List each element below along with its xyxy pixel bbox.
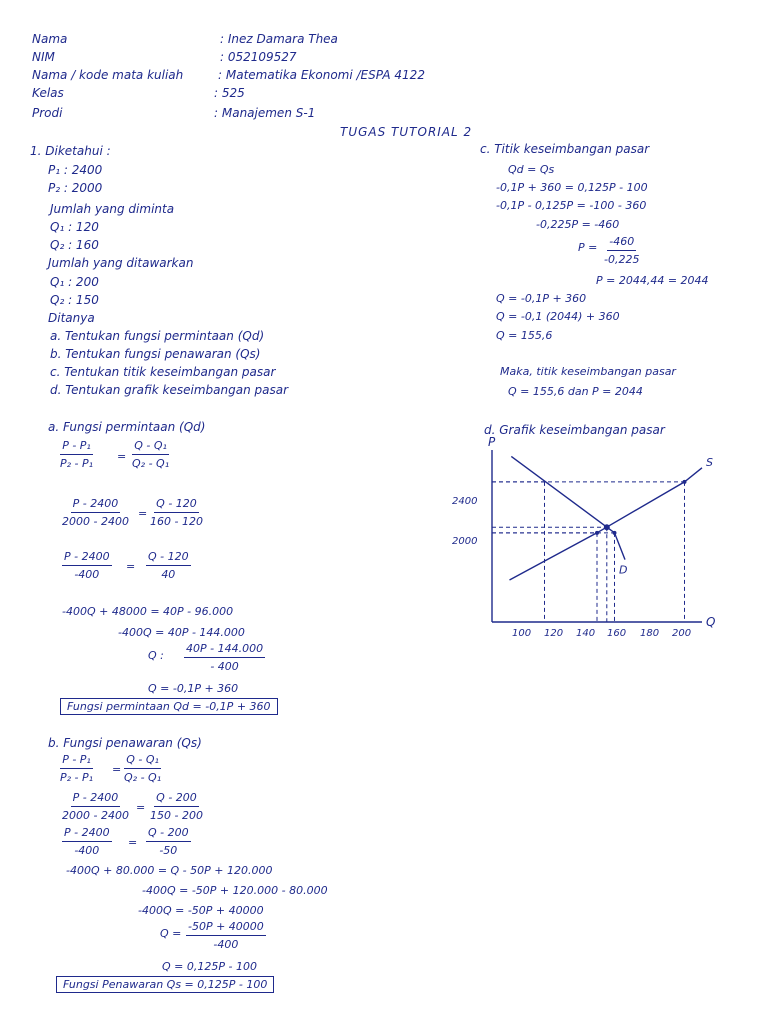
part-a-equals-3: = bbox=[126, 560, 136, 573]
y-tick-label: 2400 bbox=[452, 496, 478, 507]
part-c-step-5-fraction: $\frac{-460}{-0,225}$ bbox=[604, 235, 640, 266]
demand-curve-label: D bbox=[619, 563, 628, 577]
part-d-heading: d. Grafik keseimbangan pasar bbox=[484, 423, 665, 437]
part-c-conclusion-1: Maka, titik keseimbangan pasar bbox=[500, 365, 676, 378]
x-tick-label: 180 bbox=[640, 628, 660, 639]
prodi-label: Prodi bbox=[32, 106, 63, 120]
task-a: a. Tentukan fungsi permintaan (Qd) bbox=[50, 329, 265, 343]
part-c-step-9: Q = 155,6 bbox=[496, 329, 553, 342]
part-b-fraction-1-right: $\frac{\text{Q - Q₁}}{\text{Q₂ - Q₁}}$ bbox=[124, 753, 162, 784]
demand-curve bbox=[511, 456, 625, 559]
part-b-step-4-lhs: Q = bbox=[160, 927, 182, 940]
data-point bbox=[613, 531, 617, 535]
part-b-step-2: -400Q = -50P + 120.000 - 80.000 bbox=[142, 884, 328, 897]
part-c-step-8: Q = -0,1 (2044) + 360 bbox=[496, 310, 620, 323]
x-tick-label: 200 bbox=[672, 628, 692, 639]
given-qs1: Q₁ : 200 bbox=[50, 275, 99, 289]
page-title: TUGAS TUTORIAL 2 bbox=[340, 125, 473, 139]
part-a-fraction-1-right: $\frac{\text{Q - Q₁}}{\text{Q₂ - Q₁}}$ bbox=[132, 439, 170, 470]
part-a-step-2: -400Q = 40P - 144.000 bbox=[118, 626, 245, 639]
part-a-step-3-lhs: Q : bbox=[148, 649, 164, 662]
equilibrium-graph bbox=[452, 430, 740, 650]
part-b-equals-3: = bbox=[128, 836, 138, 849]
part-b-fraction-1-left: $\frac{\text{P - P₁}}{\text{P₂ - P₁}}$ bbox=[60, 753, 94, 784]
y-tick-label: 2000 bbox=[452, 536, 478, 547]
part-a-equals-1: = bbox=[117, 450, 127, 463]
data-point bbox=[683, 480, 687, 484]
kelas-label: Kelas bbox=[32, 86, 64, 100]
part-c-step-1: Qd = Qs bbox=[508, 163, 555, 176]
part-c-step-2: -0,1P + 360 = 0,125P - 100 bbox=[496, 181, 648, 194]
nim-value: : 052109527 bbox=[220, 50, 297, 64]
supply-function-result: Fungsi Penawaran Qs = 0,125P - 100 bbox=[56, 976, 274, 993]
part-a-fraction-2-right: $\frac{Q - 120}{160 - 120}$ bbox=[150, 497, 203, 528]
given-qs2: Q₂ : 150 bbox=[50, 293, 99, 307]
part-b-fraction-3-right: $\frac{Q - 200}{-50}$ bbox=[148, 826, 189, 857]
given-p2: P₂ : 2000 bbox=[48, 181, 103, 195]
supply-heading: Jumlah yang ditawarkan bbox=[48, 256, 194, 270]
prodi-value: : Manajemen S-1 bbox=[214, 106, 316, 120]
part-a-fraction-2-left: $\frac{P - 2400}{2000 - 2400}$ bbox=[62, 497, 129, 528]
task-c: c. Tentukan titik keseimbangan pasar bbox=[50, 365, 276, 379]
asked-heading: Ditanya bbox=[48, 311, 95, 325]
part-a-fraction-1-left: $\frac{\text{P - P₁}}{\text{P₂ - P₁}}$ bbox=[60, 439, 94, 470]
part-a-fraction-3-left: $\frac{P - 2400}{-400}$ bbox=[64, 550, 110, 581]
part-b-fraction-2-left: $\frac{P - 2400}{2000 - 2400}$ bbox=[62, 791, 129, 822]
part-a-heading: a. Fungsi permintaan (Qd) bbox=[48, 420, 206, 434]
x-tick-label: 160 bbox=[607, 628, 627, 639]
task-b: b. Tentukan fungsi penawaran (Qs) bbox=[50, 347, 261, 361]
mata-kuliah-label: Nama / kode mata kuliah bbox=[32, 68, 184, 82]
demand-function-result: Fungsi permintaan Qd = -0,1P + 360 bbox=[60, 698, 278, 715]
part-c-heading: c. Titik keseimbangan pasar bbox=[480, 142, 650, 156]
nama-value: : Inez Damara Thea bbox=[220, 32, 338, 46]
q-axis-label: Q bbox=[706, 615, 716, 629]
mata-kuliah-value: : Matematika Ekonomi /ESPA 4122 bbox=[218, 68, 425, 82]
part-c-step-7: Q = -0,1P + 360 bbox=[496, 292, 587, 305]
p-axis-label: P bbox=[488, 435, 496, 449]
part-a-fraction-3-right: $\frac{Q - 120}{40}$ bbox=[148, 550, 189, 581]
part-b-step-5: Q = 0,125P - 100 bbox=[162, 960, 257, 973]
x-tick-label: 120 bbox=[544, 628, 564, 639]
part-c-step-6: P = 2044,44 = 2044 bbox=[596, 274, 709, 287]
part-c-step-4: -0,225P = -460 bbox=[536, 218, 620, 231]
part-b-step-1: -400Q + 80.000 = Q - 50P + 120.000 bbox=[66, 864, 273, 877]
part-a-step-1: -400Q + 48000 = 40P - 96.000 bbox=[62, 605, 234, 618]
given-heading: 1. Diketahui : bbox=[30, 144, 111, 158]
part-b-step-3: -400Q = -50P + 40000 bbox=[138, 904, 264, 917]
task-d: d. Tentukan grafik keseimbangan pasar bbox=[50, 383, 289, 397]
x-tick-label: 100 bbox=[512, 628, 532, 639]
part-c-step-3: -0,1P - 0,125P = -100 - 360 bbox=[496, 199, 647, 212]
given-p1: P₁ : 2400 bbox=[48, 163, 103, 177]
part-c-step-5-lhs: P = bbox=[578, 241, 598, 254]
supply-curve bbox=[510, 468, 703, 580]
equilibrium-point bbox=[604, 524, 610, 530]
part-a-equals-2: = bbox=[138, 507, 148, 520]
x-tick-label: 140 bbox=[576, 628, 596, 639]
part-b-equals-2: = bbox=[136, 801, 146, 814]
data-point bbox=[595, 531, 599, 535]
demand-heading: Jumlah yang diminta bbox=[50, 202, 175, 216]
nim-label: NIM bbox=[32, 50, 55, 64]
part-b-step-4-fraction: $\frac{-50P + 40000}{-400}$ bbox=[188, 920, 264, 951]
part-b-fraction-3-left: $\frac{P - 2400}{-400}$ bbox=[64, 826, 110, 857]
part-b-equals-1: = bbox=[112, 763, 122, 776]
given-qd2: Q₂ : 160 bbox=[50, 238, 99, 252]
part-a-step-3-fraction: $\frac{40P - 144.000}{- 400}$ bbox=[186, 642, 264, 673]
nama-label: Nama bbox=[32, 32, 68, 46]
given-qd1: Q₁ : 120 bbox=[50, 220, 99, 234]
supply-curve-label: S bbox=[706, 455, 713, 469]
kelas-value: : 525 bbox=[214, 86, 245, 100]
part-c-conclusion-2: Q = 155,6 dan P = 2044 bbox=[508, 385, 643, 398]
part-b-heading: b. Fungsi penawaran (Qs) bbox=[48, 736, 202, 750]
part-b-fraction-2-right: $\frac{Q - 200}{150 - 200}$ bbox=[150, 791, 203, 822]
part-a-step-4: Q = -0,1P + 360 bbox=[148, 682, 239, 695]
